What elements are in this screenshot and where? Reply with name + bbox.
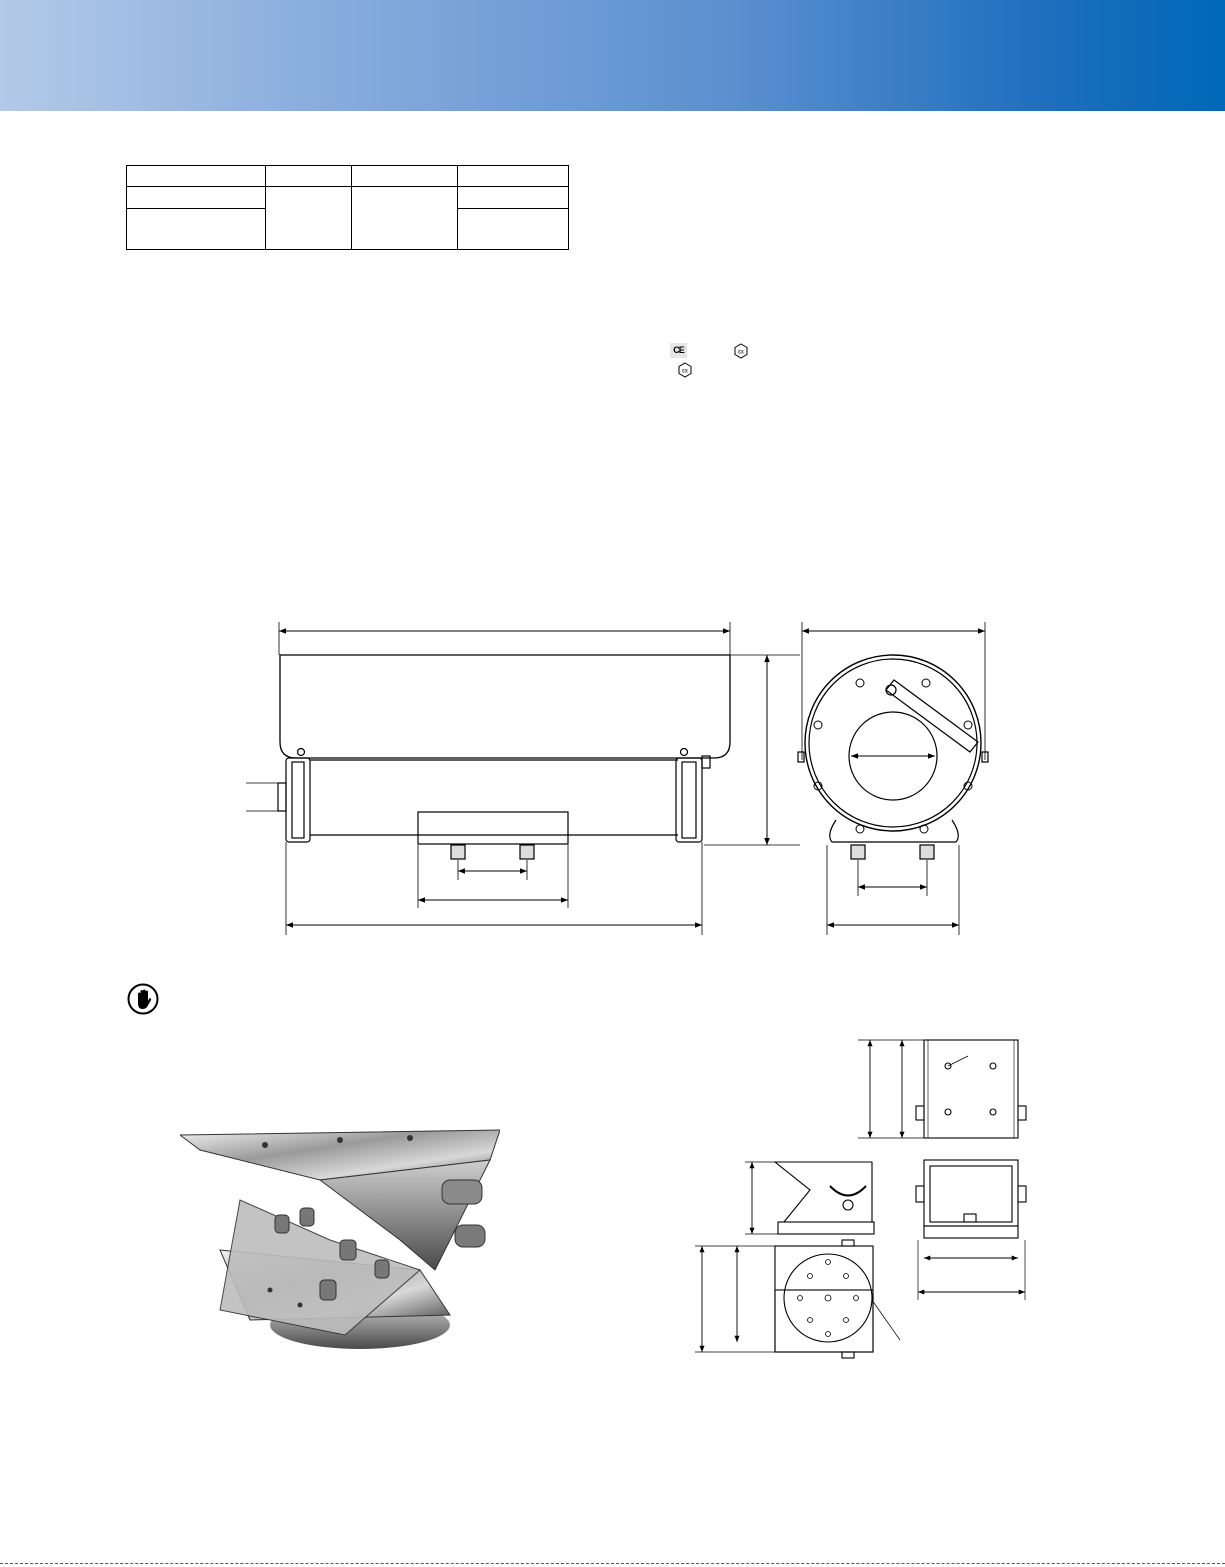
svg-text:ɛx: ɛx xyxy=(738,349,744,356)
svg-text:ɛx: ɛx xyxy=(682,368,688,375)
stop-hand-icon xyxy=(127,983,159,1015)
bracket-drawings xyxy=(0,1030,1225,1370)
footer-rule xyxy=(0,1563,1225,1564)
ce-mark-icon: CE xyxy=(670,343,687,358)
